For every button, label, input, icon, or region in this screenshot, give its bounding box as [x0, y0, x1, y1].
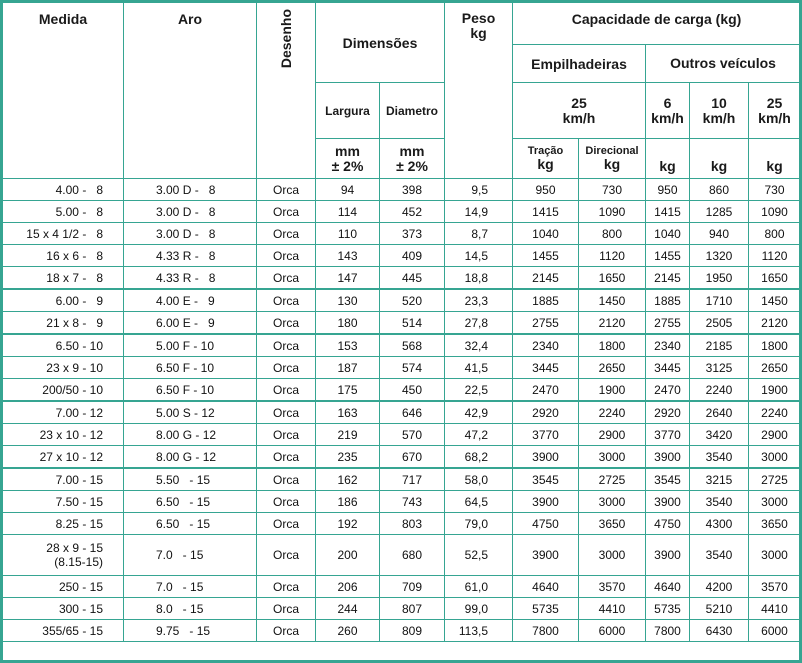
cell-peso: 41,5	[445, 357, 513, 379]
cell-direcional: 3000	[579, 535, 646, 576]
table-row	[3, 598, 801, 620]
cell-largura: 219	[316, 424, 380, 446]
cell-peso: 47,2	[445, 424, 513, 446]
cell-cap-10: 3215	[690, 468, 749, 491]
cell-medida: 8.25 - 15	[3, 513, 124, 535]
cell-medida: 300 - 15	[3, 598, 124, 620]
header-speed-25	[749, 83, 801, 139]
cell-largura: 200	[316, 535, 380, 576]
cell-medida: 7.50 - 15	[3, 491, 124, 513]
cell-largura: 260	[316, 620, 380, 642]
cell-cap-25: 3000	[749, 491, 801, 513]
cell-diametro: 809	[380, 620, 445, 642]
cell-diametro: 670	[380, 446, 445, 469]
cell-direcional: 1090	[579, 201, 646, 223]
header-peso-label: Peso	[461, 10, 496, 26]
cell-direcional: 1120	[579, 245, 646, 267]
cell-largura: 187	[316, 357, 380, 379]
cell-cap-25: 1650	[749, 267, 801, 290]
cell-peso: 113,5	[445, 620, 513, 642]
cell-cap-10: 5210	[690, 598, 749, 620]
emp-speed-unit: km/h	[562, 109, 596, 126]
cell-cap-6: 4640	[646, 576, 690, 598]
cell-cap-10: 3125	[690, 357, 749, 379]
cell-cap-25: 800	[749, 223, 801, 245]
tire-load-table	[2, 2, 801, 642]
cell-cap-6: 1040	[646, 223, 690, 245]
cell-largura: 153	[316, 334, 380, 357]
cell-largura: 94	[316, 179, 380, 201]
speed-10-value: 10	[711, 94, 727, 111]
cell-desenho: Orca	[257, 223, 316, 245]
cell-largura: 180	[316, 312, 380, 335]
cell-desenho: Orca	[257, 312, 316, 335]
cell-largura: 110	[316, 223, 380, 245]
cell-direcional: 3570	[579, 576, 646, 598]
cell-medida: 6.00 - 9	[3, 289, 124, 312]
cell-peso: 9,5	[445, 179, 513, 201]
table-row	[3, 379, 801, 402]
cell-cap-10: 6430	[690, 620, 749, 642]
cell-desenho: Orca	[257, 576, 316, 598]
table-header	[3, 3, 801, 179]
cell-cap-10: 860	[690, 179, 749, 201]
cell-aro: 7.0 - 15	[124, 535, 257, 576]
cell-cap-10: 3540	[690, 491, 749, 513]
table-row	[3, 535, 801, 576]
cell-medida: 23 x 9 - 10	[3, 357, 124, 379]
cell-cap-25: 2650	[749, 357, 801, 379]
cell-direcional: 1900	[579, 379, 646, 402]
cell-cap-25: 1800	[749, 334, 801, 357]
cell-direcional: 3650	[579, 513, 646, 535]
cell-direcional: 730	[579, 179, 646, 201]
header-direcional	[579, 139, 646, 179]
cell-tracao: 7800	[513, 620, 579, 642]
cell-desenho: Orca	[257, 491, 316, 513]
cell-direcional: 3000	[579, 491, 646, 513]
cell-cap-25: 2120	[749, 312, 801, 335]
cell-cap-25: 3570	[749, 576, 801, 598]
cell-cap-25: 3650	[749, 513, 801, 535]
cell-cap-25: 730	[749, 179, 801, 201]
cell-cap-10: 1950	[690, 267, 749, 290]
cell-tracao: 2470	[513, 379, 579, 402]
cell-cap-25: 1090	[749, 201, 801, 223]
cell-peso: 58,0	[445, 468, 513, 491]
header-desenho	[257, 3, 316, 179]
cell-direcional: 1800	[579, 334, 646, 357]
cell-peso: 8,7	[445, 223, 513, 245]
cell-tracao: 2920	[513, 401, 579, 424]
header-diametro-unit	[380, 139, 445, 179]
cell-largura: 163	[316, 401, 380, 424]
header-desenho-label: Desenho	[278, 9, 294, 69]
cell-tracao: 2145	[513, 267, 579, 290]
cell-largura: 175	[316, 379, 380, 402]
header-tracao	[513, 139, 579, 179]
diametro-mm: mm	[399, 142, 425, 159]
cell-desenho: Orca	[257, 535, 316, 576]
cell-cap-10: 940	[690, 223, 749, 245]
header-diametro: Diametro	[380, 83, 445, 139]
cell-tracao: 1885	[513, 289, 579, 312]
cell-desenho: Orca	[257, 598, 316, 620]
cell-peso: 32,4	[445, 334, 513, 357]
cell-desenho: Orca	[257, 513, 316, 535]
cell-desenho: Orca	[257, 179, 316, 201]
cell-medida: 27 x 10 - 12	[3, 446, 124, 469]
cell-cap-10: 2640	[690, 401, 749, 424]
table-row	[3, 446, 801, 469]
table-row	[3, 424, 801, 446]
cell-cap-6: 4750	[646, 513, 690, 535]
cell-cap-10: 1320	[690, 245, 749, 267]
cell-direcional: 2650	[579, 357, 646, 379]
cell-peso: 64,5	[445, 491, 513, 513]
cell-aro: 8.00 G - 12	[124, 446, 257, 469]
header-kg-10: kg	[690, 139, 749, 179]
cell-direcional: 800	[579, 223, 646, 245]
cell-direcional: 4410	[579, 598, 646, 620]
cell-direcional: 2725	[579, 468, 646, 491]
cell-cap-6: 3900	[646, 446, 690, 469]
largura-tolerance: ± 2%	[331, 157, 364, 174]
cell-medida: 4.00 - 8	[3, 179, 124, 201]
cell-cap-10: 1285	[690, 201, 749, 223]
cell-cap-6: 2145	[646, 267, 690, 290]
cell-desenho: Orca	[257, 289, 316, 312]
cell-cap-10: 2185	[690, 334, 749, 357]
cell-diametro: 445	[380, 267, 445, 290]
cell-largura: 192	[316, 513, 380, 535]
header-empilhadeiras: Empilhadeiras	[513, 45, 646, 83]
cell-desenho: Orca	[257, 245, 316, 267]
cell-medida: 18 x 7 - 8	[3, 267, 124, 290]
cell-cap-6: 1415	[646, 201, 690, 223]
cell-aro: 5.00 F - 10	[124, 334, 257, 357]
cell-direcional: 6000	[579, 620, 646, 642]
cell-direcional: 2900	[579, 424, 646, 446]
table-row	[3, 513, 801, 535]
table-row	[3, 245, 801, 267]
cell-direcional: 1650	[579, 267, 646, 290]
cell-desenho: Orca	[257, 357, 316, 379]
table-row	[3, 289, 801, 312]
cell-peso: 68,2	[445, 446, 513, 469]
cell-direcional: 2120	[579, 312, 646, 335]
cell-aro: 6.50 F - 10	[124, 357, 257, 379]
cell-cap-25: 3000	[749, 446, 801, 469]
cell-diametro: 743	[380, 491, 445, 513]
header-speed-6	[646, 83, 690, 139]
cell-peso: 27,8	[445, 312, 513, 335]
cell-aro: 6.00 E - 9	[124, 312, 257, 335]
cell-tracao: 1455	[513, 245, 579, 267]
cell-diametro: 514	[380, 312, 445, 335]
cell-diametro: 680	[380, 535, 445, 576]
cell-tracao: 3770	[513, 424, 579, 446]
header-emp-speed	[513, 83, 646, 139]
speed-25-value: 25	[766, 94, 783, 111]
header-kg-6: kg	[646, 139, 690, 179]
cell-diametro: 574	[380, 357, 445, 379]
cell-direcional: 3000	[579, 446, 646, 469]
cell-aro: 5.00 S - 12	[124, 401, 257, 424]
table-row	[3, 468, 801, 491]
tracao-unit: kg	[537, 156, 554, 172]
cell-cap-6: 2340	[646, 334, 690, 357]
cell-desenho: Orca	[257, 334, 316, 357]
cell-cap-6: 1455	[646, 245, 690, 267]
cell-cap-6: 3770	[646, 424, 690, 446]
table-body	[3, 179, 801, 642]
tracao-label: Tração	[527, 145, 564, 157]
cell-aro: 3.00 D - 8	[124, 223, 257, 245]
cell-cap-25: 1120	[749, 245, 801, 267]
cell-largura: 206	[316, 576, 380, 598]
table-row	[3, 201, 801, 223]
cell-diametro: 568	[380, 334, 445, 357]
cell-direcional: 2240	[579, 401, 646, 424]
cell-diametro: 646	[380, 401, 445, 424]
cell-largura: 147	[316, 267, 380, 290]
cell-aro: 4.33 R - 8	[124, 267, 257, 290]
cell-medida: 200/50 - 10	[3, 379, 124, 402]
cell-tracao: 2340	[513, 334, 579, 357]
cell-medida	[3, 535, 124, 576]
table-row	[3, 401, 801, 424]
cell-aro: 6.50 - 15	[124, 513, 257, 535]
table-row	[3, 179, 801, 201]
cell-aro: 3.00 D - 8	[124, 179, 257, 201]
cell-medida: 16 x 6 - 8	[3, 245, 124, 267]
speed-6-value: 6	[663, 94, 672, 111]
table-row	[3, 576, 801, 598]
cell-diametro: 709	[380, 576, 445, 598]
cell-peso: 61,0	[445, 576, 513, 598]
cell-cap-10: 3540	[690, 446, 749, 469]
cell-diametro: 807	[380, 598, 445, 620]
cell-cap-6: 5735	[646, 598, 690, 620]
cell-diametro: 398	[380, 179, 445, 201]
cell-cap-6: 950	[646, 179, 690, 201]
cell-medida: 15 x 4 1/2 - 8	[3, 223, 124, 245]
cell-cap-10: 2505	[690, 312, 749, 335]
cell-peso: 23,3	[445, 289, 513, 312]
cell-aro: 4.00 E - 9	[124, 289, 257, 312]
cell-diametro: 520	[380, 289, 445, 312]
cell-cap-10: 3420	[690, 424, 749, 446]
cell-diametro: 373	[380, 223, 445, 245]
header-kg-25: kg	[749, 139, 801, 179]
cell-diametro: 570	[380, 424, 445, 446]
cell-cap-6: 3900	[646, 535, 690, 576]
cell-peso: 52,5	[445, 535, 513, 576]
cell-aro: 3.00 D - 8	[124, 201, 257, 223]
header-peso-unit: kg	[470, 25, 487, 41]
cell-tracao: 3900	[513, 491, 579, 513]
cell-diametro: 717	[380, 468, 445, 491]
cell-aro: 6.50 F - 10	[124, 379, 257, 402]
cell-tracao: 1040	[513, 223, 579, 245]
cell-peso: 42,9	[445, 401, 513, 424]
cell-aro: 7.0 - 15	[124, 576, 257, 598]
cell-cap-25: 3000	[749, 535, 801, 576]
direcional-label: Direcional	[585, 145, 639, 157]
cell-tracao: 4640	[513, 576, 579, 598]
cell-tracao: 950	[513, 179, 579, 201]
cell-peso: 99,0	[445, 598, 513, 620]
table-row	[3, 312, 801, 335]
cell-cap-25: 2240	[749, 401, 801, 424]
cell-cap-6: 3900	[646, 491, 690, 513]
medida-main: 28 x 9 - 15	[46, 541, 103, 555]
header-largura-unit	[316, 139, 380, 179]
cell-aro: 8.00 G - 12	[124, 424, 257, 446]
table-row	[3, 223, 801, 245]
cell-cap-25: 2900	[749, 424, 801, 446]
cell-cap-10: 2240	[690, 379, 749, 402]
cell-aro: 5.50 - 15	[124, 468, 257, 491]
largura-mm: mm	[335, 142, 360, 159]
cell-tracao: 4750	[513, 513, 579, 535]
cell-desenho: Orca	[257, 201, 316, 223]
speed-6-unit: km/h	[651, 109, 684, 126]
cell-cap-10: 1710	[690, 289, 749, 312]
cell-cap-6: 2470	[646, 379, 690, 402]
header-outros-veiculos	[646, 45, 801, 83]
cell-cap-6: 7800	[646, 620, 690, 642]
speed-10-unit: km/h	[702, 109, 736, 126]
cell-medida: 250 - 15	[3, 576, 124, 598]
cell-medida: 355/65 - 15	[3, 620, 124, 642]
cell-largura: 235	[316, 446, 380, 469]
cell-tracao: 3545	[513, 468, 579, 491]
cell-cap-25: 6000	[749, 620, 801, 642]
cell-medida: 5.00 - 8	[3, 201, 124, 223]
header-aro: Aro	[124, 3, 257, 179]
cell-cap-6: 1885	[646, 289, 690, 312]
cell-diametro: 452	[380, 201, 445, 223]
cell-largura: 130	[316, 289, 380, 312]
cell-cap-25: 4410	[749, 598, 801, 620]
cell-peso: 14,9	[445, 201, 513, 223]
cell-cap-25: 1450	[749, 289, 801, 312]
cell-peso: 18,8	[445, 267, 513, 290]
speed-25-unit: km/h	[758, 109, 791, 126]
header-largura: Largura	[316, 83, 380, 139]
cell-cap-10: 4200	[690, 576, 749, 598]
cell-cap-25: 1900	[749, 379, 801, 402]
cell-cap-6: 3445	[646, 357, 690, 379]
cell-medida: 23 x 10 - 12	[3, 424, 124, 446]
cell-aro: 4.33 R - 8	[124, 245, 257, 267]
medida-equivalent: (8.15-15)	[54, 555, 103, 569]
emp-speed-value: 25	[571, 94, 587, 111]
cell-desenho: Orca	[257, 620, 316, 642]
cell-desenho: Orca	[257, 446, 316, 469]
header-speed-10	[690, 83, 749, 139]
cell-aro: 6.50 - 15	[124, 491, 257, 513]
cell-tracao: 5735	[513, 598, 579, 620]
cell-medida: 7.00 - 15	[3, 468, 124, 491]
cell-tracao: 3445	[513, 357, 579, 379]
cell-largura: 114	[316, 201, 380, 223]
cell-diametro: 803	[380, 513, 445, 535]
cell-cap-10: 4300	[690, 513, 749, 535]
cell-largura: 244	[316, 598, 380, 620]
cell-tracao: 3900	[513, 446, 579, 469]
cell-tracao: 1415	[513, 201, 579, 223]
cell-aro: 8.0 - 15	[124, 598, 257, 620]
cell-aro: 9.75 - 15	[124, 620, 257, 642]
direcional-unit: kg	[603, 156, 621, 172]
cell-diametro: 409	[380, 245, 445, 267]
header-capacidade: Capacidade de carga (kg)	[513, 3, 801, 45]
cell-desenho: Orca	[257, 267, 316, 290]
header-peso	[445, 3, 513, 179]
cell-medida: 7.00 - 12	[3, 401, 124, 424]
cell-tracao: 3900	[513, 535, 579, 576]
cell-peso: 22,5	[445, 379, 513, 402]
cell-desenho: Orca	[257, 379, 316, 402]
cell-cap-6: 3545	[646, 468, 690, 491]
cell-diametro: 450	[380, 379, 445, 402]
table-row	[3, 357, 801, 379]
cell-desenho: Orca	[257, 401, 316, 424]
header-dimensoes: Dimensões	[316, 3, 445, 83]
cell-cap-6: 2920	[646, 401, 690, 424]
cell-largura: 186	[316, 491, 380, 513]
cell-medida: 21 x 8 - 9	[3, 312, 124, 335]
cell-largura: 143	[316, 245, 380, 267]
cell-cap-6: 2755	[646, 312, 690, 335]
table-row	[3, 491, 801, 513]
table-row	[3, 267, 801, 290]
table-row	[3, 334, 801, 357]
cell-peso: 14,5	[445, 245, 513, 267]
diametro-tolerance: ± 2%	[396, 157, 428, 174]
cell-tracao: 2755	[513, 312, 579, 335]
cell-desenho: Orca	[257, 468, 316, 491]
table-row	[3, 620, 801, 642]
cell-desenho: Orca	[257, 424, 316, 446]
cell-direcional: 1450	[579, 289, 646, 312]
header-medida: Medida	[3, 3, 124, 179]
cell-cap-25: 2725	[749, 468, 801, 491]
header-outros-label: Outros veículos	[670, 55, 776, 71]
cell-cap-10: 3540	[690, 535, 749, 576]
cell-largura: 162	[316, 468, 380, 491]
cell-peso: 79,0	[445, 513, 513, 535]
cell-medida: 6.50 - 10	[3, 334, 124, 357]
